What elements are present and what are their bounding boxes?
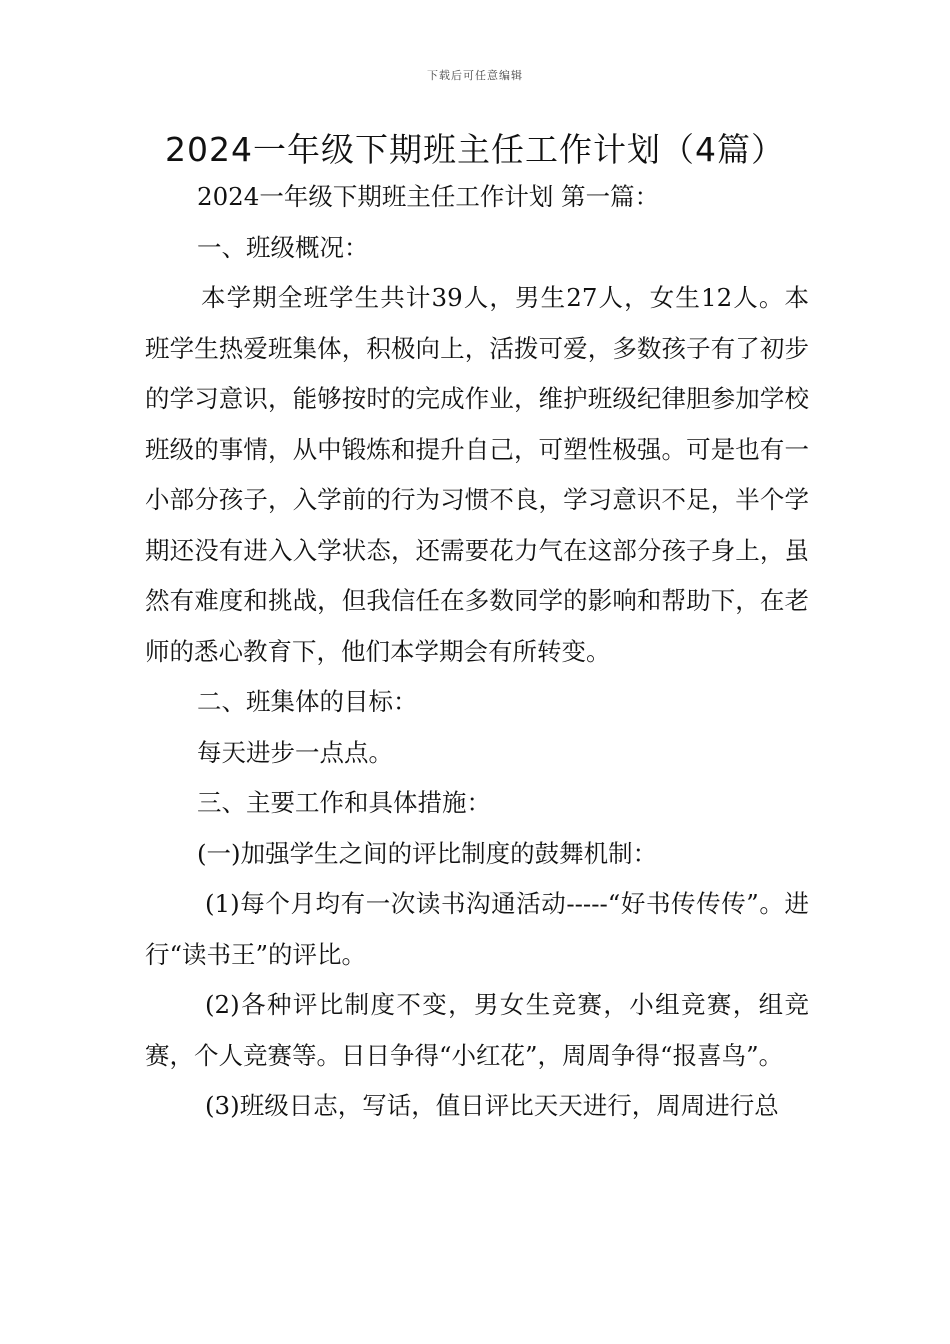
section-heading-first-article: 2024一年级下期班主任工作计划 第一篇： [197,182,660,211]
list-item-competitions: (2)各种评比制度不变，男女生竞赛，小组竞赛，组竞赛，个人竞赛等。日日争得“小红花”，周周争得“报喜鸟”。 [145,990,809,1070]
document-body [145,172,809,1132]
list-item-reading-activity: (1)每个月均有一次读书沟通活动-----“好书传传传”。进行“读书王”的评比。 [145,889,809,969]
document-title: 2024一年级下期班主任工作计划（4篇） [165,130,785,169]
section-heading-main-work: 三、主要工作和具体措施： [197,788,491,817]
section-heading-class-overview: 一、班级概况： [197,232,369,262]
list-item-class-log: (3)班级日志，写话，值日评比天天进行，周周进行总 [205,1091,779,1120]
paragraph-class-goals: 每天进步一点点。 [197,737,393,767]
header-note: 下载后可任意编辑 [427,69,523,82]
section-heading-class-goals: 二、班集体的目标： [197,687,418,716]
paragraph-class-overview: 本学期全班学生共计39人，男生27人，女生12人。本班学生热爱班集体，积极向上，活拨可爱，多数孩子有了初步的学习意识，能够按时的完成作业，维护班级纪律胆参加学校班级的事情，从中锻炼和提升自己，可塑性极强。可是也有一小部分孩子，入学前的行为习惯不良，学习意识不足，半个学期还没有进入入学状态，还需要花力气在这部分孩子身上，虽然有难度和挑战，但我信任在多数同学的影响和帮助下，在老师的悉心教育下，他们本学期会有所转变。 [145,283,809,666]
subheading-evaluation-mechanism: (一)加强学生之间的评比制度的鼓舞机制： [197,838,658,868]
